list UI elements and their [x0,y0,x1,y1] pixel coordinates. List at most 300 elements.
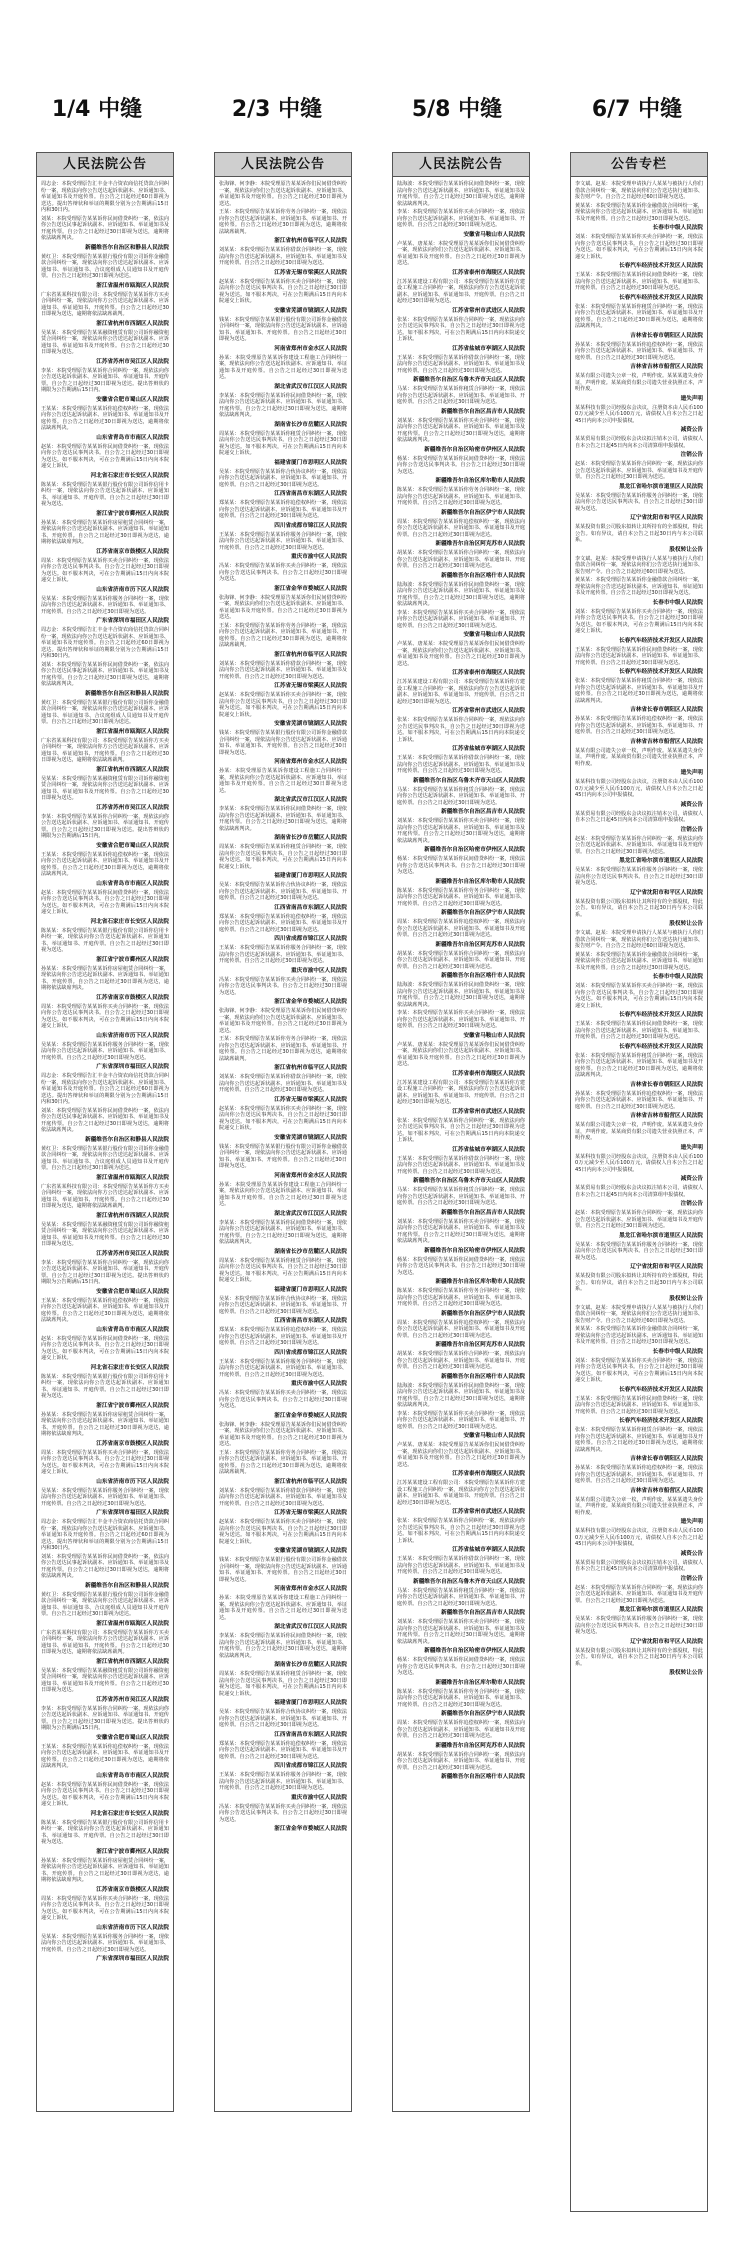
court-name: 河北省石家庄市长安区人民法院 [90,1364,169,1371]
notice-text: 赵某某：本院受理原告某某诉你买卖合同纠纷一案，现依法向你公告送达民事判决书。自公告之日起经过30日即视为送达。如不服本判决，可在公告期满后15日内向本院递交上诉状。 [219,1519,347,1545]
court-name: 减资公告 [680,1176,703,1182]
court-name: 长春汽车经济技术开发区人民法院 [619,1012,703,1018]
notice-text: 某某贸易有限公司经股东会决议拟注销本公司，请债权人自本公告之日起45日内向本公司清算组申报债权。 [575,436,703,449]
notice-text: 张某：本院受理原告某某诉你租赁合同纠纷一案，现依法向你公告送达起诉状副本、应诉通知书、举证通知书及开庭传票。自公告之日起经过30日即视为送达，逾期将依法缺席判决。 [575,678,703,704]
court-name: 注销公告 [680,452,703,458]
notice-text: 赵某：本院受理原告某某诉你民间借贷纠纷一案，现依法向你公告送达民事判决书。自公告之日起经过30日即视为送达。如不服本判决，可在公告期满后15日内向本院递交上诉状。 [41,889,169,915]
notice-text: 王某某：本院受理原告某某诉你民间借贷纠纷一案，现依法向你公告送达起诉状副本、应诉通知书、举证通知书、开庭传票。自公告之日起经过30日即视为送达。 [575,1395,703,1415]
court-name: 湖南省长沙市岳麓区人民法院 [274,1248,347,1255]
court-name: 长春汽车经济技术开发区人民法院 [619,637,703,644]
notice-text: 吴某：本院受理原告某某诉你合伙协议纠纷一案，现依法向你公告送达起诉状副本、应诉通知书、举证通知书、开庭传票。自公告之日起经过30日即视为送达。 [219,1295,347,1315]
court-name: 河北省石家庄市长安区人民法院 [90,472,169,479]
notice-text: 王某某：本院受理原告某某诉你服务合同纠纷一案，现依法向你公告送达起诉状副本、应诉通知书、举证通知书、开庭传票。自公告之日起经过30日即视为送达。 [219,945,347,964]
court-name: 江苏省泰州市海陵区人民法院 [452,1471,525,1477]
notice-text: 李文斌、赵某：本院受理申请执行人某某与被执行人你们借款合同纠纷一案，现依法向你们公告送达执行通知书、报告财产令。自公告之日起经过60日即视为送达。 [575,181,703,200]
court-name: 江苏省无锡市梁溪区人民法院 [274,1510,347,1516]
court-name: 新疆维吾尔自治区伊宁市人民法院 [441,1711,525,1717]
court-name: 重庆市渝中区人民法院 [291,1794,347,1801]
column-2 [214,152,352,2112]
court-name: 安徽省芜湖市镜湖区人民法院 [274,721,347,727]
notice-text: 王某某：本院受理原告某某诉你借款合同纠纷一案，现依法向你公告送达起诉状副本、应诉通知书、举证通知书及开庭传票。自公告之日起经过30日即视为送达。 [397,755,525,774]
notice-text: 李某某：本院受理原告某某诉你民间借贷纠纷一案，现依法向你公告送达起诉状副本、应诉通知书、举证通知书、开庭传票。自公告之日起经过30日即视为送达，逾期将依法缺席判决。 [219,1219,347,1245]
notice-text: 郑某某：本院受理原告某某诉你追偿权纠纷一案，现依法向你公告送达起诉状副本、应诉通知书、举证通知书及开庭传票。自公告之日起经过30日即视为送达。 [219,1327,347,1346]
court-name: 江苏省盐城市亭湖区人民法院 [452,1547,525,1553]
notice-text: 某某科技有限公司经股东会决议，注册资本由人民币1000万元减少至人民币100万元，请债权人自本公告之日起45日内向本公司申报债权。 [575,1528,703,1547]
court-name: 新疆维吾尔自治区阿克苏市人民法院 [435,1342,525,1348]
court-name: 辽宁省沈阳市和平区人民法院 [630,1638,703,1645]
court-name: 湖南省长沙市岳麓区人民法院 [274,1662,347,1668]
court-name: 新疆维吾尔自治区乌鲁木齐市天山区人民法院 [413,1578,525,1585]
court-name: 四川省成都市锦江区人民法院 [274,936,347,942]
notice-text: 张某：本院受理原告某某诉你租赁合同纠纷一案，现依法向你公告送达起诉状副本、应诉通知书、举证通知书及开庭传票。自公告之日起经过30日即视为送达，逾期将依法缺席判决。 [575,1052,703,1078]
column-body [393,177,529,1787]
notice-text: 李某：本院受理原告某某诉你买卖合同纠纷一案，现依法向你公告送达起诉状副本、应诉通知书、举证通知书、开庭传票。自公告之日起经过30日即视为送达。 [397,209,525,228]
court-name: 黑龙江省哈尔滨市道里区人民法院 [619,1607,703,1613]
notice-text: 孙某某：本院受理原告某某诉你房屋租赁合同纠纷一案，现依法向你公告送达起诉状副本、应诉通知书、举证通知书、开庭传票。自公告之日起经过30日即视为送达，逾期将依法缺席判决。 [41,965,169,991]
notice-text: 黄红卫：本院受理原告某某银行股份有限公司诉你金融借款合同纠纷一案，现依法向你公告送达起诉状副本、应诉通知书、举证通知书、合议庭组成人员通知书及开庭传票。自公告之日起经过30日即视为送达。 [41,699,169,725]
court-name: 减资公告 [680,427,703,433]
notice-text: 周某：本院受理原告某某诉你买卖合同纠纷一案，现依法向你公告送达民事判决书。自公告之日起经过30日即视为送达。如不服本判决，可在公告期满后15日内向本院递交上诉状。 [41,1003,169,1029]
notice-text: 张某：本院受理原告某某诉你租赁合同纠纷一案，现依法向你公告送达起诉状副本、应诉通知书、举证通知书及开庭传票。自公告之日起经过30日即视为送达，逾期将依法缺席判决。 [575,303,703,329]
notice-text: 周某：本院受理原告某某诉你买卖合同纠纷一案，现依法向你公告送达民事判决书。自公告之日起经过30日即视为送达。如不服本判决，可在公告期满后15日内向本院递交上诉状。 [41,557,169,583]
notice-text: 江苏某某建设工程有限公司：本院受理原告某某诉你方建设工程施工合同纠纷一案，现依法向你方公告送达起诉状副本、应诉通知书、举证通知书、开庭传票。自公告之日起经过30日即视为送达。 [397,1079,525,1105]
court-name: 安徽省马鞍山市人民法院 [463,1433,525,1439]
column-body [571,177,707,1683]
notice-text: 王某某：本院受理原告某某诉你民间借贷纠纷一案，现依法向你公告送达起诉状副本、应诉通知书、举证通知书、开庭传票。自公告之日起经过30日即视为送达。 [575,646,703,666]
court-name: 吉林省长春市朝阳区人民法院 [630,332,703,339]
notice-text: 孙某某：本院受理原告某某诉你房屋租赁合同纠纷一案，现依法向你公告送达起诉状副本、应诉通知书、举证通知书、开庭传票。自公告之日起经过30日即视为送达，逾期将依法缺席判决。 [41,1857,169,1883]
notice-text: 冯某：本院受理原告某某诉你买卖合同纠纷一案，现依法向你公告送达民事判决书。自公告之日起经过30日即视为送达。 [219,976,347,996]
notice-text: 钱某：本院受理原告某某银行股份有限公司诉你金融借款合同纠纷一案，现依法向你公告送达起诉状副本、应诉通知书、举证通知书、开庭传票。自公告之日起经过30日即视为送达。 [219,1143,347,1169]
court-name: 新疆维吾尔自治区乌鲁木齐市天山区人民法院 [413,377,525,383]
court-name: 新疆维吾尔自治区哈密市伊州区人民法院 [424,847,525,853]
notice-text: 周志金：本院受理原告汇丰金丰合资农商信托贷款合同纠纷一案，现依法向你公告送达起诉状副本、应诉通知书、举证通知书及开庭传票。自公告之日起经过60日即视为送达。提出答辩状和举证的期限分别为公告期满后15日内和30日内。 [41,1073,169,1105]
notice-text: 李某：本院受理原告某某诉你合同纠纷一案，现依法向你公告送达起诉状副本、应诉通知书、举证通知书、开庭传票。自公告之日起经过30日即视为送达。提出答辩状的期限为公告期满后15日内。 [41,1259,169,1285]
notice-text: 陆海波：本院受理原告某某诉你民间借贷纠纷一案，现依法向你公告送达起诉状副本、应诉通知书、举证通知书及开庭传票。自公告之日起经过30日即视为送达，逾期将依法缺席判决。 [397,181,525,207]
notice-text: 孙某某：本院受理原告某某诉你房屋租赁合同纠纷一案，现依法向你公告送达起诉状副本、应诉通知书、举证通知书、开庭传票。自公告之日起经过30日即视为送达，逾期将依法缺席判决。 [41,519,169,545]
court-name: 股权转让公告 [669,1295,703,1302]
court-name: 湖北省武汉市江汉区人民法院 [274,383,347,390]
notice-text: 陈某某：本院受理原告某某银行股份有限公司诉你信用卡纠纷一案，现依法向你公告送达起诉状副本、应诉通知书、举证通知书、开庭传票。自公告之日起经过30日即视为送达。 [41,1373,169,1399]
notice-text: 赵某某：本院受理原告某某诉你买卖合同纠纷一案，现依法向你公告送达民事判决书。自公告之日起经过30日即视为送达。如不服本判决，可在公告期满后15日内向本院递交上诉状。 [219,1105,347,1131]
court-name: 福建省厦门市思明区人民法院 [274,1286,347,1293]
court-name: 注销公告 [680,826,703,833]
court-name: 浙江省杭州市西湖区人民法院 [96,1658,169,1665]
notice-text: 吴某某：本院受理原告某某诉你服务合同纠纷一案，现依法向你公告送达起诉状副本、应诉通知书、举证通知书、开庭传票。自公告之日起经过30日即视为送达。 [41,1933,169,1953]
court-name: 重庆市渝中区人民法院 [291,967,347,974]
notice-text: 郑某某：本院受理原告某某诉你追偿权纠纷一案，现依法向你公告送达起诉状副本、应诉通知书、举证通知书及开庭传票。自公告之日起经过30日即视为送达。 [219,1740,347,1760]
court-name: 浙江省杭州市临平区人民法院 [274,1478,347,1485]
notice-text: 张海锋、何李静：本院受理原告某某诉你们民间借贷纠纷一案，现依法向你们公告送达起诉状副本、应诉通知书、举证通知书及开庭传票。自公告之日起经过30日即视为送达。 [219,594,347,620]
court-name: 浙江省温州市瓯海区人民法院 [96,1174,169,1181]
court-name: 新疆维吾尔自治区阿克苏市人民法院 [435,541,525,547]
court-name: 新疆维吾尔自治区伊宁市人民法院 [441,1310,525,1317]
notice-text: 刘某：本院受理原告某某诉你买卖合同纠纷一案，现依法向你公告送达民事判决书。自公告之日起经过30日即视为送达。如不服本判决，可在公告期满后15日内向本院递交上诉状。 [575,234,703,260]
notice-text: 卢某某、唐某某：本院受理原告某某诉你们民间借贷纠纷一案，现依法向你们公告送达起诉状副本、应诉通知书、举证通知书及开庭传票。自公告之日起经过30日即视为送达。 [397,1442,525,1468]
notice-text: 赵某：本院受理原告某某诉你合同纠纷一案，现依法向你公告送达起诉状副本、应诉通知书、举证通知书及开庭传票。自公告之日起经过30日即视为送达。 [575,1584,703,1604]
court-name: 吉林省长春市朝阳区人民法院 [630,1456,703,1462]
court-name: 浙江省杭州市西湖区人民法院 [96,766,169,773]
court-name: 广东省深圳市福田区人民法院 [96,1064,169,1070]
notice-text: 某某投资有限公司股东拟转让其所持有的全部股权，特此公告。如有异议，请自本公告之日起30日内与本公司联系。 [575,524,703,543]
notice-text: 李文斌、赵某：本院受理申请执行人某某与被执行人你们借款合同纠纷一案，现依法向你们公告送达执行通知书、报告财产令。自公告之日起经过60日即视为送达。 [575,555,703,575]
notice-text: 张某：本院受理原告某某诉你租赁合同纠纷一案，现依法向你公告送达起诉状副本、应诉通知书、举证通知书及开庭传票。自公告之日起经过30日即视为送达，逾期将依法缺席判决。 [575,1427,703,1453]
court-name: 新疆维吾尔自治区库尔勒市人民法院 [435,1679,525,1686]
notice-text: 某某科技有限公司经股东会决议，注册资本由人民币1000万元减少至人民币100万元，请债权人自本公告之日起45日内向本公司申报债权。 [575,1153,703,1173]
notice-text: 刘某：本院受理原告某某诉你民间借贷纠纷一案，依法向你公告送达民事起诉状副本、应诉通知书、举证通知书及开庭传票。自公告之日起经过30日即视为送达，逾期将依法缺席判决。 [41,1553,169,1579]
court-name: 长春汽车经济技术开发区人民法院 [619,1043,703,1050]
notice-text: 孙某：本院受理原告某某诉你建设工程施工合同纠纷一案，现依法向你公告送达起诉状副本、应诉通知书、举证通知书及开庭传票。自公告之日起经过30日即视为送达。 [219,1595,347,1621]
notice-text: 江苏某某建设工程有限公司：本院受理原告某某诉你方建设工程施工合同纠纷一案，现依法向你方公告送达起诉状副本、应诉通知书、举证通知书、开庭传票。自公告之日起经过30日即视为送达。 [397,278,525,304]
court-name: 四川省成都市锦江区人民法院 [274,522,347,529]
notice-text: 黄红卫：本院受理原告某某银行股份有限公司诉你金融借款合同纠纷一案，现依法向你公告送达起诉状副本、应诉通知书、举证通知书、合议庭组成人员通知书及开庭传票。自公告之日起经过30日即视为送达。 [41,253,169,279]
notice-text: 李某：本院受理原告某某诉你买卖合同纠纷一案，现依法向你公告送达起诉状副本、应诉通知书、举证通知书、开庭传票。自公告之日起经过30日即视为送达。 [397,1410,525,1430]
court-name: 重庆市渝中区人民法院 [291,554,347,560]
notice-text: 王某某：本院受理原告某某诉你追偿权纠纷一案，现依法向你公告送达起诉状副本、应诉通知书、举证通知书及开庭传票。自公告之日起经过30日即视为送达，逾期将依法缺席判决。 [41,405,169,431]
notice-text: 刘某：本院受理原告某某诉你民间借贷纠纷一案，依法向你公告送达民事起诉状副本、应诉通知书、举证通知书及开庭传票。自公告之日起经过30日即视为送达，逾期将依法缺席判决。 [41,215,169,241]
court-name: 辽宁省沈阳市和平区人民法院 [630,515,703,521]
court-name: 新疆维吾尔自治区昌吉市人民法院 [441,1610,525,1616]
notice-text: 吴某某：本院受理原告某某融资租赁有限公司诉你融资租赁合同纠纷一案，现依法向你公告送达起诉状副本、应诉通知书、举证通知书及开庭传票。自公告之日起经过30日即视为送达。 [41,1221,169,1247]
notice-text: 刘某：本院受理原告某某诉你买卖合同纠纷一案，现依法向你公告送达民事判决书。自公告之日起经过30日即视为送达。如不服本判决，可在公告期满后15日内向本院递交上诉状。 [575,1357,703,1383]
notice-text: 王某某：本院受理原告某某诉你借款合同纠纷一案，现依法向你公告送达起诉状副本、应诉通知书、举证通知书及开庭传票。自公告之日起经过30日即视为送达。 [397,1155,525,1175]
court-name: 河南省郑州市金水区人民法院 [274,345,347,352]
notice-text: 冯某：本院受理原告某某诉你买卖合同纠纷一案，现依法向你公告送达民事判决书。自公告之日起经过30日即视为送达。 [219,1390,347,1409]
notice-text: 李某：本院受理原告某某诉你买卖合同纠纷一案，现依法向你公告送达起诉状副本、应诉通知书、举证通知书、开庭传票。自公告之日起经过30日即视为送达。 [397,609,525,629]
notice-text: 王某某：本院受理原告某某诉你民间借贷纠纷一案，现依法向你公告送达起诉状副本、应诉通知书、举证通知书、开庭传票。自公告之日起经过30日即视为送达。 [575,272,703,291]
notice-text: 刘某：本院受理原告某某诉你买卖合同纠纷一案，现依法向你公告送达民事判决书。自公告之日起经过30日即视为送达。如不服本判决，可在公告期满后15日内向本院递交上诉状。 [575,983,703,1009]
notice-text: 刘某：本院受理原告某某诉你民间借贷纠纷一案，依法向你公告送达民事起诉状副本、应诉通知书、举证通知书及开庭传票。自公告之日起经过30日即视为送达，逾期将依法缺席判决。 [41,1107,169,1133]
notice-text: 某某科技有限公司经股东会决议，注册资本由人民币1000万元减少至人民币100万元，请债权人自本公告之日起45日内向本公司申报债权。 [575,779,703,798]
notice-text: 周某：本院受理原告某某诉你买卖合同纠纷一案，现依法向你公告送达民事判决书。自公告之日起经过30日即视为送达。如不服本判决，可在公告期满后15日内向本院递交上诉状。 [41,1449,169,1475]
notice-text: 李某：本院受理原告某某诉你合同纠纷一案，现依法向你公告送达起诉状副本、应诉通知书、举证通知书、开庭传票。自公告之日起经过30日即视为送达。提出答辩状的期限为公告期满后15日内。 [41,813,169,839]
court-name: 浙江省金华市婺城区人民法院 [274,1412,347,1419]
notice-text: 周某：本院受理原告某某诉你买卖合同纠纷一案，现依法向你公告送达民事判决书。自公告之日起经过30日即视为送达。如不服本判决，可在公告期满后15日内向本院递交上诉状。 [41,1895,169,1921]
court-name: 四川省成都市锦江区人民法院 [274,1763,347,1769]
notice-text: 刘某：本院受理原告某某诉你民间借贷纠纷一案，依法向你公告送达民事起诉状副本、应诉通知书、举证通知书及开庭传票。自公告之日起经过30日即视为送达，逾期将依法缺席判决。 [41,661,169,687]
court-name: 股权转让公告 [669,1670,703,1676]
notice-text: 赵某：本院受理原告某某诉你合同纠纷一案，现依法向你公告送达起诉状副本、应诉通知书、举证通知书及开庭传票。自公告之日起经过30日即视为送达。 [575,1210,703,1229]
court-name: 江苏省盐城市亭湖区人民法院 [452,345,525,352]
court-name: 江苏省苏州市吴江区人民法院 [96,1250,169,1257]
notice-text: 广东省某某科技有限公司：本院受理原告某某诉你方买卖合同纠纷一案，现依法向你方公告送达起诉状副本、应诉通知书、举证通知书、开庭传票。自公告之日起经过30日即视为送达，逾期将依法缺席裁判。 [41,1629,169,1655]
notice-text: 马某：本院受理原告某某诉你租赁合同纠纷一案，现依法向你公告送达起诉状副本、应诉通知书、举证通知书、开庭传票。自公告之日起经过30日即视为送达。 [397,386,525,405]
court-name: 新疆维吾尔自治区喀什市人民法院 [441,572,525,579]
notice-text: 吴某某：本院受理原告某某融资租赁有限公司诉你融资租赁合同纠纷一案，现依法向你公告送达起诉状副本、应诉通知书、举证通知书及开庭传票。自公告之日起经过30日即视为送达。 [41,329,169,355]
notice-text: 吴某某：本院受理原告某某诉你服务合同纠纷一案，现依法向你公告送达民事判决书。自公告之日起经过30日即视为送达。 [575,1616,703,1635]
court-name: 吉林省长春市朝阳区人民法院 [630,1081,703,1088]
notice-text: 马某：本院受理原告某某诉你租赁合同纠纷一案，现依法向你公告送达起诉状副本、应诉通知书、举证通知书、开庭传票。自公告之日起经过30日即视为送达。 [397,786,525,806]
notice-text: 陆海波：本院受理原告某某诉你民间借贷纠纷一案，现依法向你公告送达起诉状副本、应诉通知书、举证通知书及开庭传票。自公告之日起经过30日即视为送达，逾期将依法缺席判决。 [397,581,525,607]
court-name: 江苏省常州市武进区人民法院 [452,1509,525,1515]
court-name: 浙江省金华市婺城区人民法院 [274,1826,347,1832]
court-name: 新疆维吾尔自治区阿克苏市人民法院 [435,1742,525,1749]
notice-text: 张海锋、何李静：本院受理原告某某诉你们民间借贷纠纷一案，现依法向你们公告送达起诉状副本、应诉通知书、举证通知书及开庭传票。自公告之日起经过30日即视为送达。 [219,1008,347,1034]
column-header: 公告专栏 [571,153,707,177]
notice-text: 卢某某、唐某某：本院受理原告某某诉你们民间借贷纠纷一案，现依法向你们公告送达起诉状副本、应诉通知书、举证通知书及开庭传票。自公告之日起经过30日即视为送达。 [397,240,525,266]
notice-text: 吴某：本院受理原告某某诉你合伙协议纠纷一案，现依法向你公告送达起诉状副本、应诉通知书、举证通知书、开庭传票。自公告之日起经过30日即视为送达。 [219,882,347,901]
notice-text: 吴某某：本院受理原告某某诉你服务合同纠纷一案，现依法向你公告送达民事判决书。自公告之日起经过30日即视为送达。 [575,492,703,512]
column-header: 人民法院公告 [215,153,351,177]
notice-text: 赵某某：本院受理原告某某诉你买卖合同纠纷一案，现依法向你公告送达民事判决书。自公告之日起经过30日即视为送达。如不服本判决，可在公告期满后15日内向本院递交上诉状。 [219,692,347,718]
court-name: 山东省济南市历下区人民法院 [96,586,169,593]
court-name: 河南省郑州市金水区人民法院 [274,1172,347,1179]
notice-text: 李文斌、赵某：本院受理申请执行人某某与被执行人你们借款合同纠纷一案，现依法向你们公告送达执行通知书、报告财产令。自公告之日起经过60日即视为送达。 [575,930,703,949]
court-name: 四川省成都市锦江区人民法院 [274,1349,347,1356]
notice-text: 周某某：本院受理原告某某诉你租赁合同纠纷一案，现依法向你公告送达民事判决书。自公告之日起经过30日即视为送达。如不服本判决，可在公告期满后15日内向本院递交上诉状。 [219,1671,347,1697]
court-name: 安徽省合肥市蜀山区人民法院 [96,1734,169,1741]
court-name: 新疆维吾尔自治区和静县人民法院 [85,690,169,697]
court-name: 河北省石家庄市长安区人民法院 [90,1810,169,1817]
court-name: 辽宁省沈阳市和平区人民法院 [630,889,703,896]
notice-text: 周志金：本院受理原告汇丰金丰合资农商信托贷款合同纠纷一案，现依法向你公告送达起诉状副本、应诉通知书、举证通知书及开庭传票。自公告之日起经过60日即视为送达。提出答辩状和举证的期限分别为公告期满后15日内和30日内。 [41,181,169,213]
notice-text: 李文斌、赵某：本院受理申请执行人某某与被执行人你们借款合同纠纷一案，现依法向你们公告送达执行通知书、报告财产令。自公告之日起经过60日即视为送达。 [575,1304,703,1324]
notice-text: 卢某某、唐某某：本院受理原告某某诉你们民间借贷纠纷一案，现依法向你们公告送达起诉状副本、应诉通知书、举证通知书及开庭传票。自公告之日起经过30日即视为送达。 [397,1041,525,1067]
court-name: 新疆维吾尔自治区乌鲁木齐市天山区人民法院 [413,777,525,784]
notice-text: 黄某某：本院受理原告某某诉你金融借款合同纠纷一案，现依法向你公告送达起诉状副本、应诉通知书、举证通知书及开庭传票。自公告之日起经过30日即视为送达。 [575,577,703,596]
notice-text: 某某投资有限公司股东拟转让其所持有的全部股权，特此公告。如有异议，请自本公告之日起30日内与本公司联系。 [575,1647,703,1667]
notice-text: 王某某：本院受理原告某某诉你服务合同纠纷一案，现依法向你公告送达起诉状副本、应诉通知书、举证通知书、开庭传票。自公告之日起经过30日即视为送达。 [219,1358,347,1378]
notice-text: 王某某：本院受理原告某某诉你追偿权纠纷一案，现依法向你公告送达起诉状副本、应诉通知书、举证通知书及开庭传票。自公告之日起经过30日即视为送达，逾期将依法缺席判决。 [41,1743,169,1769]
notice-text: 王某某：本院受理原告某某诉你民间借贷纠纷一案，现依法向你公告送达起诉状副本、应诉通知书、举证通知书、开庭传票。自公告之日起经过30日即视为送达。 [575,1021,703,1040]
court-name: 安徽省芜湖市镜湖区人民法院 [274,1134,347,1141]
court-name: 辽宁省沈阳市和平区人民法院 [630,1264,703,1270]
notice-text: 张某：本院受理原告某某诉你合同纠纷一案，现依法向你公告送达民事判决书。自公告之日起经过30日即视为送达。如不服本判决，可在公告期满后15日内向本院递交上诉状。 [397,1117,525,1143]
notice-text: 王某：本院受理原告某某诉你劳务合同纠纷一案，现依法向你公告送达起诉状副本、应诉通知书、举证通知书、开庭传票。自公告之日起经过30日即视为送达，逾期将依法缺席裁判。 [219,1036,347,1062]
court-name: 吉林省吉林市船营区人民法院 [630,1487,703,1494]
court-name: 长春汽车经济技术开发区人民法院 [619,1386,703,1393]
notice-text: 陈某某：本院受理原告某某诉你劳务合同纠纷一案，现依法向你公告送达起诉状副本、应诉通知书、举证通知书、开庭传票。自公告之日起经过30日即视为送达。 [397,487,525,506]
court-name: 新疆维吾尔自治区哈密市伊州区人民法院 [424,1648,525,1654]
notice-text: 钱某：本院受理原告某某银行股份有限公司诉你金融借款合同纠纷一案，现依法向你公告送达起诉状副本、应诉通知书、举证通知书、开庭传票。自公告之日起经过30日即视为送达。 [219,1557,347,1583]
court-name: 湖北省武汉市江汉区人民法院 [274,1624,347,1630]
notice-text: 黄红卫：本院受理原告某某银行股份有限公司诉你金融借款合同纠纷一案，现依法向你公告送达起诉状副本、应诉通知书、举证通知书、合议庭组成人员通知书及开庭传票。自公告之日起经过30日即视为送达。 [41,1145,169,1171]
court-name: 新疆维吾尔自治区和静县人民法院 [85,1582,169,1589]
col-label-3: 5/8 中缝 [411,97,503,122]
court-name: 新疆维吾尔自治区和静县人民法院 [85,1136,169,1143]
notice-text: 黄某某：本院受理原告某某诉你金融借款合同纠纷一案，现依法向你公告送达起诉状副本、应诉通知书、举证通知书及开庭传票。自公告之日起经过30日即视为送达。 [575,1326,703,1345]
col-label-2: 2/3 中缝 [231,97,323,122]
notice-text: 王某某：本院受理原告某某诉你服务合同纠纷一案，现依法向你公告送达起诉状副本、应诉通知书、举证通知书、开庭传票。自公告之日起经过30日即视为送达。 [219,531,347,551]
notice-text: 周某：本院受理原告某某诉你追偿权纠纷一案，现依法向你公告送达起诉状副本、应诉通知书、举证通知书及开庭传票。自公告之日起经过30日即视为送达。 [397,1720,525,1739]
notice-text: 陆海波：本院受理原告某某诉你民间借贷纠纷一案，现依法向你公告送达起诉状副本、应诉通知书、举证通知书及开庭传票。自公告之日起经过30日即视为送达，逾期将依法缺席判决。 [397,1382,525,1408]
notice-text: 李某：本院受理原告某某诉你买卖合同纠纷一案，现依法向你公告送达起诉状副本、应诉通知书、举证通知书、开庭传票。自公告之日起经过30日即视为送达。 [397,1010,525,1029]
notice-text: 周某某：本院受理原告某某诉你租赁合同纠纷一案，现依法向你公告送达民事判决书。自公告之日起经过30日即视为送达。如不服本判决，可在公告期满后15日内向本院递交上诉状。 [219,844,347,870]
notice-text: 张海锋、何李静：本院受理原告某某诉你们民间借贷纠纷一案，现依法向你们公告送达起诉状副本、应诉通知书、举证通知书及开庭传票。自公告之日起经过30日即视为送达。 [219,1421,347,1447]
court-name: 长春市中级人民法院 [652,1348,703,1355]
notice-text: 某某贸易有限公司经股东会决议拟注销本公司，请债权人自本公告之日起45日内向本公司清算组申报债权。 [575,1185,703,1198]
court-name: 长春市中级人民法院 [652,225,703,231]
notice-text: 胡某某：本院受理原告某某诉你合同纠纷一案，现依法向你公告送达起诉状副本、应诉通知书、举证通知书、开庭传票。自公告之日起经过30日即视为送达。 [397,550,525,569]
court-name: 福建省厦门市思明区人民法院 [274,1700,347,1706]
notice-text: 陈某某：本院受理原告某某银行股份有限公司诉你信用卡纠纷一案，现依法向你公告送达起诉状副本、应诉通知书、举证通知书、开庭传票。自公告之日起经过30日即视为送达。 [41,927,169,953]
court-name: 新疆维吾尔自治区库尔勒市人民法院 [435,1279,525,1285]
court-name: 江苏省南京市鼓楼区人民法院 [96,548,169,555]
court-name: 遗失声明 [680,1519,703,1525]
notice-text: 冯某：本院受理原告某某诉你买卖合同纠纷一案，现依法向你公告送达民事判决书。自公告之日起经过30日即视为送达。 [219,563,347,582]
notice-text: 胡某某：本院受理原告某某诉你合同纠纷一案，现依法向你公告送达起诉状副本、应诉通知书、举证通知书、开庭传票。自公告之日起经过30日即视为送达。 [397,1351,525,1370]
notice-text: 广东省某某科技有限公司：本院受理原告某某诉你方买卖合同纠纷一案，现依法向你方公告送达起诉状副本、应诉通知书、举证通知书、开庭传票。自公告之日起经过30日即视为送达，逾期将依法缺席裁判。 [41,737,169,763]
notice-text: 某某有限公司遗失公章一枚，声明作废。某某某遗失身份证，声明作废。某某商贸有限公司遗失营业执照正本，声明作废。 [575,1122,703,1141]
court-name: 山东省济南市历下区人民法院 [96,1478,169,1485]
court-name: 黑龙江省哈尔滨市道里区人民法院 [619,1232,703,1239]
court-name: 江苏省常州市武进区人民法院 [452,307,525,314]
court-name: 湖南省长沙市岳麓区人民法院 [274,421,347,428]
court-name: 新疆维吾尔自治区喀什市人民法院 [441,973,525,979]
notice-text: 王某某：本院受理原告某某诉你追偿权纠纷一案，现依法向你公告送达起诉状副本、应诉通知书、举证通知书及开庭传票。自公告之日起经过30日即视为送达，逾期将依法缺席判决。 [41,851,169,877]
court-name: 遗失声明 [680,1144,703,1151]
court-name: 黑龙江省哈尔滨市道里区人民法院 [619,858,703,864]
notice-text: 吴某某：本院受理原告某某诉你服务合同纠纷一案，现依法向你公告送达起诉状副本、应诉通知书、举证通知书、开庭传票。自公告之日起经过30日即视为送达。 [41,595,169,615]
court-name: 黑龙江省哈尔滨市道里区人民法院 [619,483,703,490]
notice-text: 李某某：本院受理原告某某诉你民间借贷纠纷一案，现依法向你公告送达起诉状副本、应诉通知书、举证通知书、开庭传票。自公告之日起经过30日即视为送达，逾期将依法缺席判决。 [219,806,347,832]
notice-text: 王某某：本院受理原告某某诉你借款合同纠纷一案，现依法向你公告送达起诉状副本、应诉通知书、举证通知书及开庭传票。自公告之日起经过30日即视为送达。 [397,1556,525,1575]
court-name: 浙江省金华市婺城区人民法院 [274,585,347,592]
court-name: 安徽省马鞍山市人民法院 [463,231,525,238]
court-name: 长春汽车经济技术开发区人民法院 [619,263,703,269]
court-name: 江苏省泰州市海陵区人民法院 [452,670,525,676]
court-name: 新疆维吾尔自治区伊宁市人民法院 [441,910,525,916]
court-name: 江西省南昌市东湖区人民法院 [274,904,347,911]
court-name: 浙江省金华市婺城区人民法院 [274,999,347,1005]
notice-text: 吴某某：本院受理原告某某诉你服务合同纠纷一案，现依法向你公告送达民事判决书。自公告之日起经过30日即视为送达。 [575,1241,703,1261]
notice-text: 广东省某某科技有限公司：本院受理原告某某诉你方买卖合同纠纷一案，现依法向你方公告送达起诉状副本、应诉通知书、举证通知书、开庭传票。自公告之日起经过30日即视为送达，逾期将依法缺席裁判。 [41,1183,169,1209]
notice-text: 陈某某：本院受理原告某某银行股份有限公司诉你信用卡纠纷一案，现依法向你公告送达起诉状副本、应诉通知书、举证通知书、开庭传票。自公告之日起经过30日即视为送达。 [41,481,169,507]
col-label-1: 1/4 中缝 [51,97,143,122]
court-name: 安徽省芜湖市镜湖区人民法院 [274,1548,347,1554]
court-name: 新疆维吾尔自治区昌吉市人民法院 [441,408,525,415]
court-name: 吉林省吉林市船营区人民法院 [630,738,703,745]
notice-text: 王某：本院受理原告某某诉你劳务合同纠纷一案，现依法向你公告送达起诉状副本、应诉通知书、举证通知书、开庭传票。自公告之日起经过30日即视为送达，逾期将依法缺席裁判。 [219,1449,347,1475]
notice-text: 马某：本院受理原告某某诉你租赁合同纠纷一案，现依法向你公告送达起诉状副本、应诉通知书、举证通知书、开庭传票。自公告之日起经过30日即视为送达。 [397,1587,525,1607]
notice-text: 某某有限公司遗失公章一枚，声明作废。某某某遗失身份证，声明作废。某某商贸有限公司遗失营业执照正本，声明作废。 [575,373,703,392]
notice-text: 胡某某：本院受理原告某某诉你合同纠纷一案，现依法向你公告送达起诉状副本、应诉通知书、举证通知书、开庭传票。自公告之日起经过30日即视为送达。 [397,1751,525,1771]
notice-text: 王某某：本院受理原告某某诉你借款合同纠纷一案，现依法向你公告送达起诉状副本、应诉通知书、举证通知书及开庭传票。自公告之日起经过30日即视为送达。 [397,354,525,374]
court-name: 安徽省合肥市蜀山区人民法院 [96,396,169,403]
notice-text: 陈某某：本院受理原告某某银行股份有限公司诉你信用卡纠纷一案，现依法向你公告送达起诉状副本、应诉通知书、举证通知书、开庭传票。自公告之日起经过30日即视为送达。 [41,1819,169,1845]
notice-text: 某某投资有限公司股东拟转让其所持有的全部股权，特此公告。如有异议，请自本公告之日起30日内与本公司联系。 [575,898,703,918]
column-3 [392,152,530,2112]
notice-text: 杨某：本院受理原告某某诉你民间借贷纠纷一案，现依法向你公告送达民事判决书。自公告之日起经过30日即视为送达。 [397,455,525,475]
court-name: 山东省青岛市市南区人民法院 [96,1326,169,1333]
court-name: 福建省厦门市思明区人民法院 [274,873,347,879]
court-name: 湖南省长沙市岳麓区人民法院 [274,835,347,841]
court-name: 浙江省温州市瓯海区人民法院 [96,728,169,735]
court-name: 注销公告 [680,1575,703,1582]
court-name: 江苏省常州市武进区人民法院 [452,1108,525,1115]
court-name: 江苏省苏州市吴江区人民法院 [96,804,169,811]
court-name: 广东省深圳市福田区人民法院 [96,1956,169,1962]
court-name: 浙江省杭州市西湖区人民法院 [96,320,169,327]
court-name: 浙江省杭州市临平区人民法院 [274,1065,347,1071]
court-name: 江苏省苏州市吴江区人民法院 [96,1696,169,1703]
court-name: 安徽省芜湖市镜湖区人民法院 [274,307,347,314]
court-name: 江苏省泰州市海陵区人民法院 [452,1070,525,1077]
court-name: 河北省石家庄市长安区人民法院 [90,918,169,925]
court-name: 新疆维吾尔自治区伊宁市人民法院 [441,509,525,516]
notice-text: 吴某：本院受理原告某某诉你合伙协议纠纷一案，现依法向你公告送达起诉状副本、应诉通知书、举证通知书、开庭传票。自公告之日起经过30日即视为送达。 [219,468,347,488]
court-name: 广东省深圳市福田区人民法院 [96,1510,169,1516]
notice-text: 冯某：本院受理原告某某诉你买卖合同纠纷一案，现依法向你公告送达民事判决书。自公告之日起经过30日即视为送达。 [219,1803,347,1823]
court-name: 江苏省南京市鼓楼区人民法院 [96,1886,169,1893]
notice-text: 王某某：本院受理原告某某诉你服务合同纠纷一案，现依法向你公告送达起诉状副本、应诉通知书、举证通知书、开庭传票。自公告之日起经过30日即视为送达。 [219,1772,347,1791]
notice-text: 赵某某：本院受理原告某某诉你买卖合同纠纷一案，现依法向你公告送达民事判决书。自公告之日起经过30日即视为送达。如不服本判决，可在公告期满后15日内向本院递交上诉状。 [219,278,347,304]
court-name: 山东省济南市历下区人民法院 [96,1924,169,1931]
court-name: 减资公告 [680,1550,703,1557]
notice-text: 周某：本院受理原告某某诉你追偿权纠纷一案，现依法向你公告送达起诉状副本、应诉通知书、举证通知书及开庭传票。自公告之日起经过30日即视为送达。 [397,919,525,938]
court-name: 广东省深圳市福田区人民法院 [96,618,169,624]
notice-text: 江苏某某建设工程有限公司：本院受理原告某某诉你方建设工程施工合同纠纷一案，现依法向你方公告送达起诉状副本、应诉通知书、举证通知书、开庭传票。自公告之日起经过30日即视为送达。 [397,1480,525,1506]
court-name: 山东省青岛市市南区人民法院 [96,434,169,441]
court-name: 江西省南昌市东湖区人民法院 [274,491,347,497]
notice-text: 刘某某：本院受理原告某某诉你借款合同纠纷一案，现依法向你公告送达起诉状副本、应诉通知书、举证通知书及开庭传票。自公告之日起经过30日即视为送达。 [219,247,347,266]
notice-text: 黄某某：本院受理原告某某诉你金融借款合同纠纷一案，现依法向你公告送达起诉状副本、应诉通知书、举证通知书及开庭传票。自公告之日起经过30日即视为送达。 [575,202,703,222]
notice-text: 某某有限公司遗失公章一枚，声明作废。某某某遗失身份证，声明作废。某某商贸有限公司遗失营业执照正本，声明作废。 [575,747,703,767]
court-name: 江苏省泰州市海陵区人民法院 [452,269,525,276]
notice-text: 刘某某：本院受理原告某某诉你借款合同纠纷一案，现依法向你公告送达起诉状副本、应诉通知书、举证通知书及开庭传票。自公告之日起经过30日即视为送达。 [219,660,347,680]
court-name: 浙江省温州市瓯海区人民法院 [96,1620,169,1627]
court-name: 湖北省武汉市江汉区人民法院 [274,1210,347,1217]
notice-text: 周志金：本院受理原告汇丰金丰合资农商信托贷款合同纠纷一案，现依法向你公告送达起诉状副本、应诉通知书、举证通知书及开庭传票。自公告之日起经过60日即视为送达。提出答辩状和举证的期限分别为公告期满后15日内和30日内。 [41,627,169,659]
notice-text: 刘某：本院受理原告某某诉你买卖合同纠纷一案，现依法向你公告送达民事判决书。自公告之日起经过30日即视为送达。如不服本判决，可在公告期满后15日内向本院递交上诉状。 [575,608,703,634]
notice-text: 赵某：本院受理原告某某诉你民间借贷纠纷一案，现依法向你公告送达民事判决书。自公告之日起经过30日即视为送达。如不服本判决，可在公告期满后15日内向本院递交上诉状。 [41,1335,169,1361]
court-name: 江苏省苏州市吴江区人民法院 [96,358,169,365]
court-name: 新疆维吾尔自治区库尔勒市人民法院 [435,478,525,484]
notice-text: 张某：本院受理原告某某诉你合同纠纷一案，现依法向你公告送达民事判决书。自公告之日起经过30日即视为送达。如不服本判决，可在公告期满后15日内向本院递交上诉状。 [397,717,525,743]
court-name: 遗失声明 [680,770,703,776]
notice-text: 某某投资有限公司股东拟转让其所持有的全部股权，特此公告。如有异议，请自本公告之日起30日内与本公司联系。 [575,1273,703,1292]
notice-text: 某某科技有限公司经股东会决议，注册资本由人民币1000万元减少至人民币100万元，请债权人自本公告之日起45日内向本公司申报债权。 [575,404,703,424]
court-name: 安徽省合肥市蜀山区人民法院 [96,1288,169,1295]
notice-text: 王某：本院受理原告某某诉你劳务合同纠纷一案，现依法向你公告送达起诉状副本、应诉通知书、举证通知书、开庭传票。自公告之日起经过30日即视为送达，逾期将依法缺席裁判。 [219,209,347,235]
court-name: 吉林省吉林市船营区人民法院 [630,364,703,370]
court-name: 新疆维吾尔自治区库尔勒市人民法院 [435,878,525,885]
court-name: 股权转让公告 [669,921,703,927]
notice-text: 陆海波：本院受理原告某某诉你民间借贷纠纷一案，现依法向你公告送达起诉状副本、应诉通知书、举证通知书及开庭传票。自公告之日起经过30日即视为送达，逾期将依法缺席判决。 [397,982,525,1008]
notice-text: 李某某：本院受理原告某某诉你民间借贷纠纷一案，现依法向你公告送达起诉状副本、应诉通知书、举证通知书、开庭传票。自公告之日起经过30日即视为送达，逾期将依法缺席判决。 [219,392,347,418]
notice-text: 赵某：本院受理原告某某诉你合同纠纷一案，现依法向你公告送达起诉状副本、应诉通知书、举证通知书及开庭传票。自公告之日起经过30日即视为送达。 [575,461,703,480]
notice-text: 吴某某：本院受理原告某某诉你服务合同纠纷一案，现依法向你公告送达起诉状副本、应诉通知书、举证通知书、开庭传票。自公告之日起经过30日即视为送达。 [41,1041,169,1061]
court-name: 新疆维吾尔自治区昌吉市人民法院 [441,1209,525,1216]
court-name: 安徽省马鞍山市人民法院 [463,632,525,638]
court-name: 江苏省无锡市梁溪区人民法院 [274,269,347,276]
notice-text: 杨某：本院受理原告某某诉你民间借贷纠纷一案，现依法向你公告送达民事判决书。自公告之日起经过30日即视为送达。 [397,1256,525,1276]
column-1 [36,152,174,2112]
notice-text: 王某：本院受理原告某某诉你劳务合同纠纷一案，现依法向你公告送达起诉状副本、应诉通知书、举证通知书、开庭传票。自公告之日起经过30日即视为送达，逾期将依法缺席裁判。 [219,622,347,648]
notice-text: 孙某：本院受理原告某某诉你建设工程施工合同纠纷一案，现依法向你公告送达起诉状副本、应诉通知书、举证通知书及开庭传票。自公告之日起经过30日即视为送达。 [219,1181,347,1207]
court-name: 江苏省南京市鼓楼区人民法院 [96,994,169,1001]
notice-text: 孙某：本院受理原告某某诉你建设工程施工合同纠纷一案，现依法向你公告送达起诉状副本、应诉通知书、举证通知书及开庭传票。自公告之日起经过30日即视为送达。 [219,354,347,380]
court-name: 股权转让公告 [669,546,703,553]
court-name: 安徽省合肥市蜀山区人民法院 [96,842,169,849]
court-name: 新疆维吾尔自治区和静县人民法院 [85,244,169,251]
notice-text: 赵某：本院受理原告某某诉你民间借贷纠纷一案，现依法向你公告送达民事判决书。自公告之日起经过30日即视为送达。如不服本判决，可在公告期满后15日内向本院递交上诉状。 [41,1781,169,1807]
court-name: 江苏省盐城市亭湖区人民法院 [452,746,525,752]
court-name: 浙江省杭州市临平区人民法院 [274,651,347,658]
notice-text: 某某贸易有限公司经股东会决议拟注销本公司，请债权人自本公告之日起45日内向本公司清算组申报债权。 [575,1559,703,1572]
court-name: 安徽省马鞍山市人民法院 [463,1032,525,1039]
court-name: 江苏省南京市鼓楼区人民法院 [96,1440,169,1447]
notice-text: 黄某某：本院受理原告某某诉你金融借款合同纠纷一案，现依法向你公告送达起诉状副本、应诉通知书、举证通知书及开庭传票。自公告之日起经过30日即视为送达。 [575,951,703,971]
notice-text: 孙某某：本院受理原告某某诉你追偿权纠纷一案，现依法向你公告送达起诉状副本、应诉通知书、举证通知书、开庭传票。自公告之日起经过30日即视为送达。 [575,341,703,361]
court-name: 浙江省宁波市鄞州区人民法院 [96,1402,169,1409]
notice-text: 周某：本院受理原告某某诉你追偿权纠纷一案，现依法向你公告送达起诉状副本、应诉通知书、举证通知书及开庭传票。自公告之日起经过30日即视为送达。 [397,1319,525,1339]
court-name: 浙江省宁波市鄞州区人民法院 [96,1848,169,1855]
notice-text: 孙某某：本院受理原告某某诉你追偿权纠纷一案，现依法向你公告送达起诉状副本、应诉通知书、举证通知书、开庭传票。自公告之日起经过30日即视为送达。 [575,716,703,735]
court-name: 新疆维吾尔自治区阿克苏市人民法院 [435,941,525,948]
court-name: 浙江省杭州市临平区人民法院 [274,238,347,244]
notice-text: 赵某：本院受理原告某某诉你民间借贷纠纷一案，现依法向你公告送达民事判决书。自公告之日起经过30日即视为送达。如不服本判决，可在公告期满后15日内向本院递交上诉状。 [41,443,169,469]
